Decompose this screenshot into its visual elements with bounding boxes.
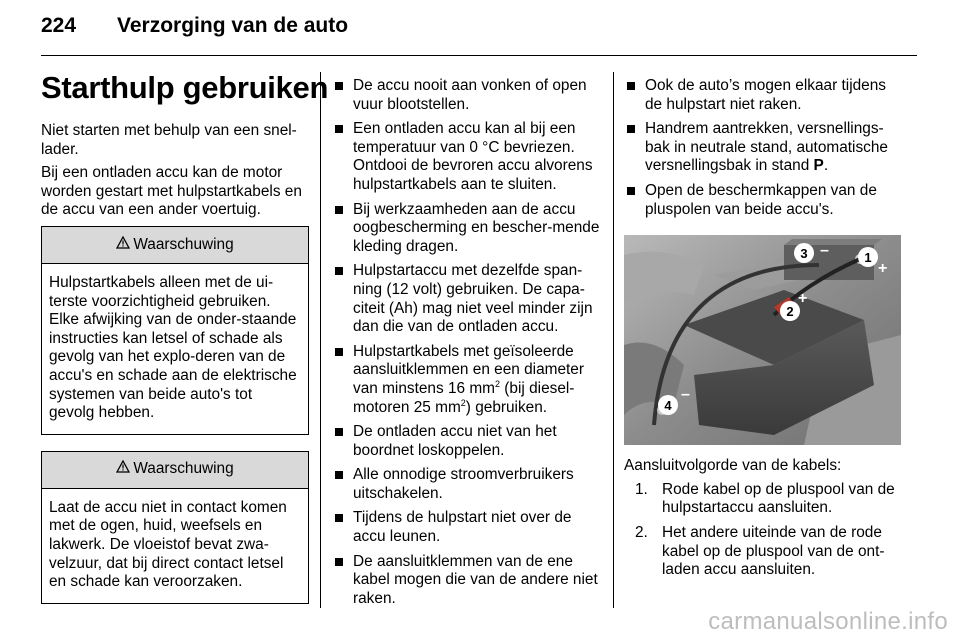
step-item	[624, 524, 904, 580]
warning-box	[41, 451, 309, 604]
list-item: Hulpstartaccu met dezelfde span-ning (12 volt) gebruiken. De capa-citeit (Ah) mag niet veel minder zijn dan die van de ontladen accu.	[332, 262, 608, 336]
column-1	[41, 122, 309, 620]
paragraph: Bij een ontladen accu kan de motor worden gestart met hulpstartkabels en de accu van een ander voertuig.	[41, 164, 302, 219]
warning-triangle-icon	[116, 460, 130, 479]
figure-label: 2	[786, 304, 794, 320]
column-divider	[613, 72, 614, 608]
step-item	[624, 481, 904, 518]
chapter-title: Verzorging van de auto	[117, 14, 349, 37]
warning-title: Waarschuwing	[133, 460, 234, 478]
step-number: 2.	[635, 523, 648, 541]
figure-label: 3	[800, 246, 808, 262]
warning-title: Waarschuwing	[133, 235, 234, 253]
warning-header	[42, 227, 308, 264]
superscript: 2	[495, 378, 501, 389]
list-item: Een ontladen accu kan al bij een temperatuur van 0 °C bevriezen. Ontdooi de bevroren accu alvorens hulpstartkabels aan te sluiten.	[332, 120, 608, 194]
plus-sign: +	[878, 260, 888, 278]
figure-label: 1	[864, 250, 872, 266]
gear-position: P	[813, 157, 824, 175]
bullet-list	[624, 77, 904, 219]
list-item: De aansluitklemmen van de ene kabel mogen die van de andere niet raken.	[332, 553, 608, 609]
list-item-text: .	[823, 157, 829, 175]
battery-connection-figure	[624, 235, 901, 445]
list-item-text: Hulpstartkabels met geïsoleerde aansluitklemmen en een diameter van minstens 16 mm	[353, 342, 584, 397]
paragraph: Niet starten met behulp van een snel-lader.	[41, 122, 297, 158]
list-item: De ontladen accu niet van het boordnet loskoppelen.	[332, 423, 608, 460]
connection-order-intro: Aansluitvolgorde van de kabels:	[624, 457, 842, 475]
bullet-list	[332, 77, 608, 608]
list-item	[624, 120, 904, 176]
step-list	[624, 481, 904, 580]
plus-sign: +	[798, 290, 808, 308]
warning-triangle-icon	[116, 236, 130, 255]
minus-sign: –	[681, 386, 690, 404]
engine-bay-illustration	[624, 235, 901, 445]
column-divider	[320, 72, 321, 608]
list-item: Ook de auto’s mogen elkaar tijdens de hulpstart niet raken.	[624, 77, 904, 114]
list-item	[332, 343, 608, 417]
header-rule	[41, 55, 917, 56]
superscript: 2	[460, 397, 466, 408]
list-item: Tijdens de hulpstart niet over de accu leunen.	[332, 509, 608, 546]
column-3	[624, 77, 904, 586]
section-title: Starthulp gebruiken	[41, 70, 329, 105]
list-item: De accu nooit aan vonken of open vuur blootstellen.	[332, 77, 608, 114]
warning-box	[41, 226, 309, 435]
warning-text: Laat de accu niet in contact komen met de ogen, huid, weefsels en lakwerk. De vloeistof bevat zwa-velzuur, dat bij direct contact letsel en schade kan veroorzaken.	[49, 498, 287, 591]
step-text: Het andere uiteinde van de rode kabel op de pluspool van de ont-laden accu aansluiten.	[662, 523, 885, 579]
list-item: Alle onnodige stroomverbruikers uitschakelen.	[332, 466, 608, 503]
warning-header	[42, 452, 308, 489]
list-item-text: Handrem aantrekken, versnellings-bak in neutrale stand, automatische versnellingsbak in stand	[645, 120, 888, 175]
list-item-text: ) gebruiken.	[465, 398, 548, 416]
step-number: 1.	[635, 480, 648, 498]
page-number: 224	[41, 14, 77, 37]
minus-sign: –	[820, 242, 829, 260]
step-text: Rode kabel op de pluspool van de hulpstartaccu aansluiten.	[662, 480, 895, 517]
list-item: Bij werkzaamheden aan de accu oogbescherming en bescher-mende kleding dragen.	[332, 201, 608, 257]
column-2	[332, 77, 608, 614]
watermark: carmanualsonline.info	[708, 608, 948, 635]
figure-label: 4	[664, 398, 672, 414]
list-item: Open de beschermkappen van de pluspolen van beide accu's.	[624, 182, 904, 219]
warning-text: Hulpstartkabels alleen met de ui-terste voorzichtigheid gebruiken. Elke afwijking van de onder-staande instructies kan letsel of schade als gevolg van het explo-deren van de accu's en schade aan de elektrische systemen van beide auto's tot gevolg hebben.	[49, 273, 297, 422]
list-item-text: (bij diesel-motoren 25 mm	[353, 379, 575, 416]
